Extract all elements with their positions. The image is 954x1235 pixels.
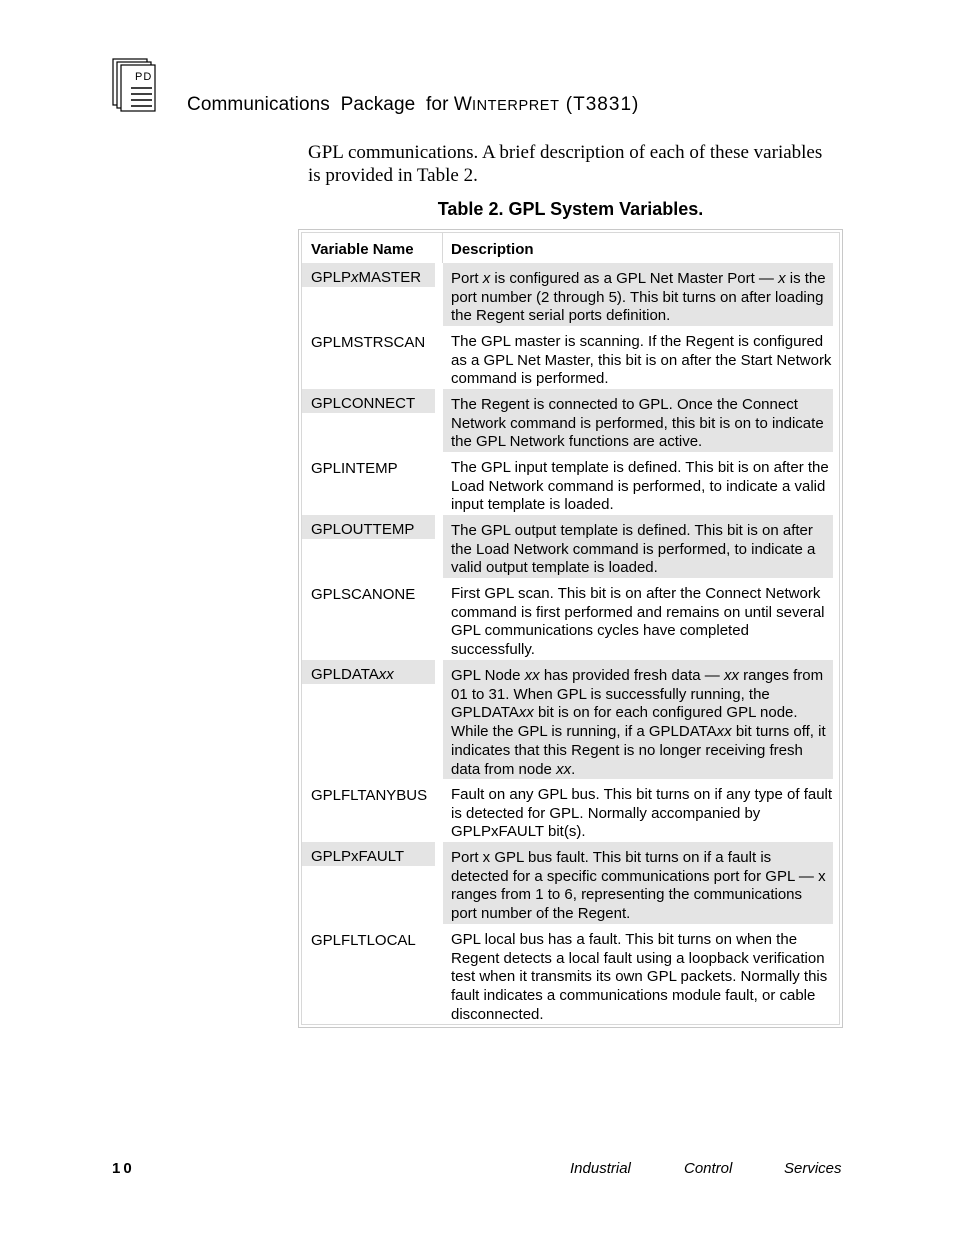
- variable-name-cell: GPLSCANONE: [302, 578, 443, 660]
- description-cell: First GPL scan. This bit is on after the Connect Network command is first performed and remains on until several GPL communications cycles have completed successfully.: [451, 585, 825, 659]
- table-header-row: [302, 233, 839, 263]
- variable-name-cell: GPLMSTRSCAN: [302, 326, 443, 389]
- gpl-variables-table: [298, 229, 843, 1028]
- table-row: [302, 452, 839, 515]
- header-title-code: (T3831): [559, 94, 640, 115]
- description-cell: The GPL master is scanning. If the Regent is configured as a GPL Net Master, this bit is on after the Start Network command is performed.: [451, 333, 832, 388]
- table-row: [302, 779, 839, 842]
- table-row: [302, 389, 839, 452]
- variable-name-cell: GPLINTEMP: [302, 452, 443, 515]
- description-cell: The GPL input template is defined. This bit is on after the Load Network command is performed, to indicate a valid input template is loaded.: [451, 459, 829, 514]
- running-header: [187, 94, 639, 116]
- header-title-rest: INTERPRET: [471, 98, 560, 114]
- description-cell: GPL local bus has a fault. This bit turns on when the Regent detects a local fault using a loopback verification test when it transmits its own GPL packets. Normally this fault indicates a communications module fault, or cable disconnected.: [451, 931, 828, 1023]
- column-header-variable-name: Variable Name: [302, 233, 443, 263]
- table-row: [302, 842, 839, 924]
- table-row: [302, 578, 839, 660]
- variable-name-cell: GPLCONNECT: [302, 389, 443, 413]
- variable-name-cell: GPLOUTTEMP: [302, 515, 443, 539]
- variable-name-cell: GPLDATAxx: [302, 660, 443, 684]
- column-header-description: Description: [451, 241, 534, 258]
- description-cell: GPL Node xx has provided fresh data — xx ranges from 01 to 31. When GPL is successfully running, the GPLDATAxx bit is on for each configured GPL node. While the GPL is running, if a GPLDATAxx bit turns off, it indicates that this Regent is no longer receiving fresh data from node xx.: [443, 660, 839, 779]
- header-title-w: W: [453, 94, 472, 115]
- page-number: 10: [112, 1160, 135, 1177]
- description-cell: Port x is configured as a GPL Net Master Port — x is the port number (2 through 5). This bit turns on after loading the Regent serial ports definition.: [443, 263, 839, 326]
- footer-word-services: Services: [784, 1160, 842, 1177]
- description-cell: Fault on any GPL bus. This bit turns on if any type of fault is detected for GPL. Normally accompanied by GPLPxFAULT bit(s).: [451, 786, 833, 841]
- footer-word-industrial: Industrial: [570, 1160, 631, 1177]
- table-row: [302, 263, 839, 326]
- variable-name-cell: GPLPxFAULT: [302, 842, 443, 866]
- table-caption: Table 2. GPL System Variables.: [437, 199, 704, 219]
- variable-name-cell: GPLPxMASTER: [302, 263, 443, 287]
- table-row: [302, 326, 839, 389]
- variable-name-cell: GPLFLTANYBUS: [302, 779, 443, 842]
- description-cell: The GPL output template is defined. This bit is on after the Load Network command is performed, to indicate a valid output template is loaded.: [443, 515, 839, 578]
- header-title-prefix: Communications Package for: [187, 94, 454, 115]
- description-cell: The Regent is connected to GPL. Once the Connect Network command is performed, this bit is on to indicate the GPL Network functions are active.: [443, 389, 839, 452]
- logo-text: PD: [135, 71, 153, 83]
- table-row: [302, 660, 839, 779]
- footer-word-control: Control: [684, 1160, 733, 1177]
- intro-paragraph: GPL communications. A brief description of each of these variables is provided in Table 2.: [308, 142, 823, 186]
- pd-document-logo: [112, 58, 156, 112]
- description-cell: Port x GPL bus fault. This bit turns on if a fault is detected for a specific communications port for GPL — x ranges from 1 to 6, representing the communications port number of the Regent.: [443, 842, 839, 924]
- table-row: [302, 924, 839, 1024]
- variable-name-cell: GPLFLTLOCAL: [302, 924, 443, 1024]
- table-row: [302, 515, 839, 578]
